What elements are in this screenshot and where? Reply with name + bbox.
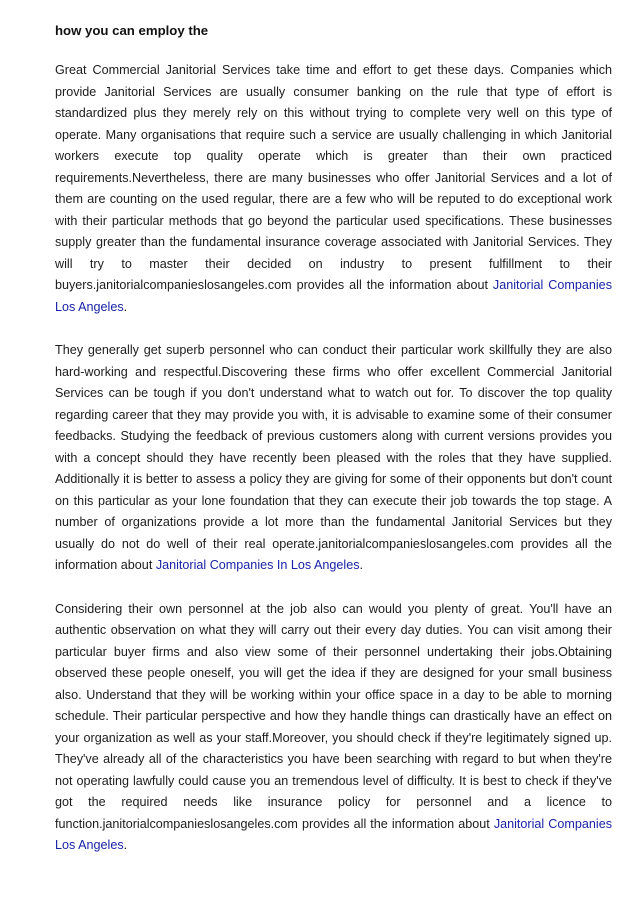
paragraph-1 xyxy=(55,60,612,318)
document-heading: how you can employ the xyxy=(55,23,209,38)
janitorial-companies-link-1[interactable]: Janitorial Companies Los Angeles xyxy=(55,278,612,314)
paragraph-2-text: They generally get superb personnel who can conduct their particular work skillfully they are also hard-working and respectful.Discovering these firms who offer excellent Commercial Janitorial Services can be tough if you don't understand what to watch out for. To discover the top quality regarding career that they may provide you with, it is advisable to examine some of their consumer feedbacks. Studying the feedback of previous customers along with current versions provides you with a concept should they have recently been pleased with the roles that they have supplied. Additionally it is better to assess a policy they are giving for some of their opponents but don't count on this particular as your lone foundation that they can execute their job towards the top stage. A number of organizations provide a lot more than the fundamental Janitorial Services but they usually do not do well of their real operate.janitorialcompanieslosangeles.com provides all the information about xyxy=(55,343,612,572)
paragraph-1-tail: . xyxy=(123,299,128,314)
paragraph-2-tail: . xyxy=(359,558,364,572)
document-page xyxy=(55,22,612,879)
paragraph-3 xyxy=(55,599,612,857)
paragraph-2 xyxy=(55,340,612,577)
janitorial-companies-link-3[interactable]: Janitorial Companies Los Angeles xyxy=(55,816,612,852)
janitorial-companies-link-2[interactable]: Janitorial Companies In Los Angeles xyxy=(155,558,360,572)
paragraph-3-tail: . xyxy=(123,838,128,852)
paragraph-1-text: Great Commercial Janitorial Services take time and effort to get these days. Companies which provide Janitorial Services are usually consumer banking on the rule that type of effort is standardized plus they merely rely on this without trying to complete very well on this type of operate. Many organisations that require such a service are usually challenging in which Janitorial workers execute top quality operate which is greater than their own practiced requirements.Nevertheless, there are many businesses who offer Janitorial Services and a lot of them are counting on the used regular, there are a few who will be reputed to do exceptional work with their particular methods that go beyond the particular used specifications. These businesses supply greater than the fundamental insurance coverage associated with Janitorial Services. They will try to master their decided on industry to present fulfillment to their buyers.janitorialcompanieslosangeles.com provides all the information about xyxy=(55,63,612,292)
paragraph-3-text: Considering their own personnel at the job also can would you plenty of great. You'll have an authentic observation on what they will carry out their every day duties. You can visit among their particular buyer firms and also view some of their personnel undertaking their jobs.Obtaining observed these people oneself, you will get the idea if they are designed for your small business also. Understand that they will be working within your office space in a day to be able to morning schedule. Their particular perspective and how they handle things can drastically have an effect on your organization as well as your staff.Moreover, you should check if they're legitimately signed up. They've already all of the characteristics you have been searching with regard to but when they're not operating lawfully could cause you an tremendous level of difficulty. It is best to check if they've got the required needs like insurance policy for personnel and a licence to function.janitorialcompanieslosangeles.com provides all the information about xyxy=(55,601,612,831)
